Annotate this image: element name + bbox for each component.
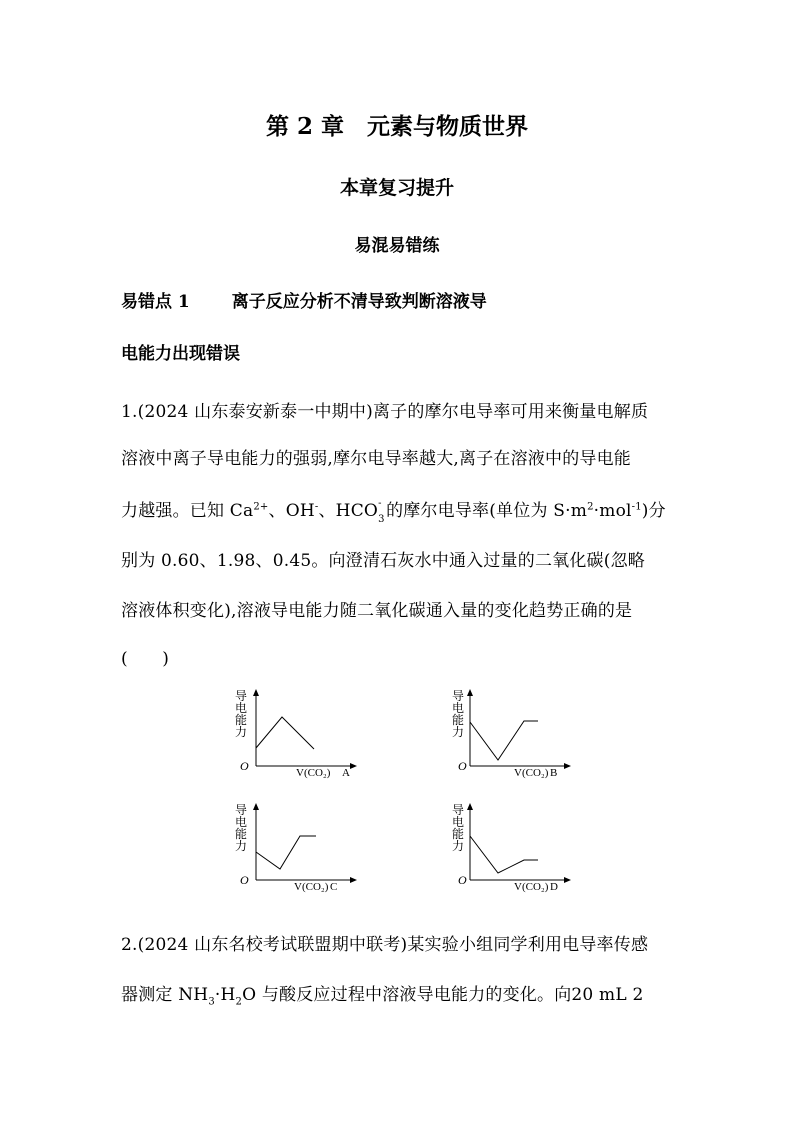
error-point-text-2: 电能力出现错误 [121, 344, 240, 364]
section-title: 易混易错练 [354, 236, 440, 256]
q1-line-3 [121, 496, 666, 525]
q2-line-2 [121, 980, 643, 1007]
q1-line-3-sup3: - [378, 498, 382, 509]
chapter-title: 第 2 章 元素与物质世界 [265, 113, 529, 140]
q2-line-2-b: ·H [214, 985, 236, 1005]
x-axis-arrow [350, 763, 357, 769]
y-label-char-4: 力 [452, 725, 465, 739]
graph-option-b [440, 686, 580, 785]
origin-label: O [240, 873, 249, 887]
x-axis-arrow [350, 877, 357, 883]
q1-line-3-b: 、OH [268, 501, 315, 521]
x-axis-label: V(CO₂) [296, 767, 331, 779]
q1-line-4: 别为 0.60、1.98、0.45。向澄清石灰水中通入过量的二氧化碳(忽略 [121, 551, 645, 571]
q1-line-3-sub: 3 [378, 514, 385, 525]
q1-line-3-d: 的摩尔电导率(单位为 S·m [386, 501, 588, 521]
q1-line-3-sup4: 2 [587, 501, 594, 513]
option-letter: A [342, 767, 350, 779]
q1-line-5: 溶液体积变化),溶液导电能力随二氧化碳通入量的变化趋势正确的是 [121, 601, 633, 621]
y-label-char-3: 能 [452, 827, 465, 841]
q1-line-6: ( ) [121, 649, 170, 669]
graph-option-d [440, 800, 580, 899]
q1-line-3-c: 、HCO [318, 501, 379, 521]
q1-line-3-a: 力越强。已知 Ca [121, 501, 254, 521]
error-point-label: 易错点 1 [121, 292, 190, 312]
y-axis-arrow [467, 689, 473, 696]
y-label-char-1: 导 [452, 803, 465, 817]
y-label-char-2: 电 [452, 815, 465, 829]
y-axis-arrow [253, 803, 259, 810]
option-letter: B [550, 767, 558, 779]
q1-line-1: 1.(2024 山东泰安新泰一中期中)离子的摩尔电导率可用来衡量电解质 [121, 402, 649, 422]
q1-line-2: 溶液中离子导电能力的强弱,摩尔电导率越大,离子在溶液中的导电能 [121, 449, 632, 469]
x-axis-label: V(CO₂) [294, 881, 329, 893]
q1-line-3-sup5: -1 [631, 501, 642, 513]
y-label-char-1: 导 [235, 689, 248, 703]
q2-line-2-sub: 3 [208, 996, 215, 1008]
data-curve [470, 721, 538, 760]
graph-option-a [226, 686, 366, 785]
y-label-char-4: 力 [452, 839, 465, 853]
x-axis-arrow [564, 877, 571, 883]
option-letter: D [550, 881, 558, 893]
origin-label: O [458, 873, 467, 887]
data-curve [256, 836, 316, 869]
y-label-char-4: 力 [235, 839, 248, 853]
data-curve [470, 836, 538, 873]
q1-line-3-e: ·mol [593, 501, 632, 521]
origin-label: O [458, 759, 467, 773]
q1-line-3-sup1: 2+ [253, 501, 269, 513]
graph-option-c [226, 800, 366, 899]
q2-line-2-c: O 与酸反应过程中溶液导电能力的变化。向20 mL 2 [242, 985, 644, 1005]
y-label-char-3: 能 [235, 827, 248, 841]
y-label-char-4: 力 [235, 725, 248, 739]
x-axis-label: V(CO₂) [514, 881, 549, 893]
x-axis-label: V(CO₂) [514, 767, 549, 779]
review-title: 本章复习提升 [339, 177, 454, 199]
origin-label: O [240, 759, 249, 773]
option-letter: C [330, 881, 338, 893]
y-label-char-2: 电 [235, 701, 248, 715]
error-point-heading [121, 287, 487, 312]
q1-line-3-f: )分 [641, 501, 666, 521]
y-axis-arrow [467, 803, 473, 810]
y-label-char-3: 能 [452, 713, 465, 727]
q1-line-3-sup2: - [314, 501, 319, 513]
x-axis-arrow [564, 763, 571, 769]
y-label-char-3: 能 [235, 713, 248, 727]
error-point-text-1: 离子反应分析不清导致判断溶液导 [231, 292, 487, 312]
q2-line-2-sub2: 2 [235, 996, 243, 1008]
q2-line-2-a: 器测定 NH [121, 985, 209, 1005]
data-curve [256, 717, 314, 749]
q2-line-1: 2.(2024 山东名校考试联盟期中联考)某实验小组同学利用电导率传感 [121, 935, 649, 955]
y-label-char-2: 电 [235, 815, 248, 829]
y-label-char-1: 导 [235, 803, 248, 817]
y-axis-arrow [253, 689, 259, 696]
y-label-char-1: 导 [452, 689, 465, 703]
y-label-char-2: 电 [452, 701, 465, 715]
